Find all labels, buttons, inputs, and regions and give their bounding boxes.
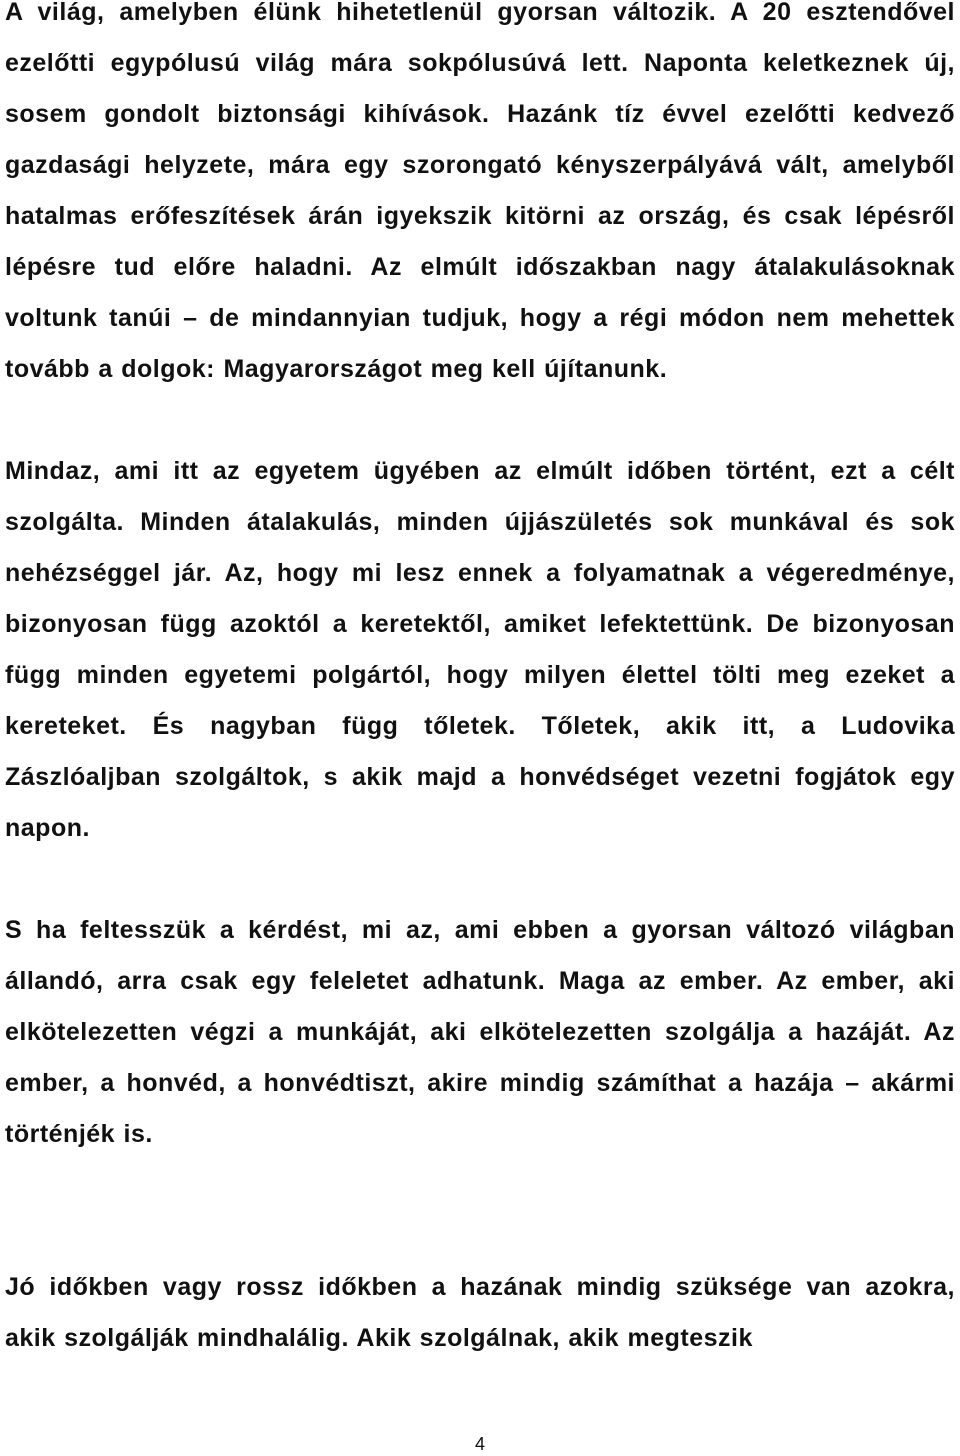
document-page [5, 0, 955, 1364]
paragraph-1: A világ, amelyben élünk hihetetlenül gyorsan változik. A 20 esztendővel ezelőtti egypólusú világ mára sokpólusúvá lett. Naponta keletkeznek új, sosem gondolt biztonsági kihívások. Hazánk tíz évvel ezelőtti kedvező gazdasági helyzete, mára egy szorongató kényszerpályává vált, amelyből hatalmas erőfeszítések árán igyekszik kitörni az ország, és csak lépésről lépésre tud előre haladni. Az elmúlt időszakban nagy átalakulásoknak voltunk tanúi – de mindannyian tudjuk, hogy a régi módon nem mehettek tovább a dolgok: Magyarországot meg kell újítanunk. [5, 0, 955, 383]
paragraph-spacer [5, 1160, 955, 1262]
page-number: 4 [474, 1434, 485, 1454]
paragraph-3: S ha feltesszük a kérdést, mi az, ami ebben a gyorsan változó világban állandó, arra csak egy feleletet adhatunk. Maga az ember. Az ember, aki elkötelezetten végzi a munkáját, aki elkötelezetten szolgálja a hazáját. Az ember, a honvéd, a honvédtiszt, akire mindig számíthat a hazája – akármi történjék is. [5, 916, 955, 1148]
paragraph-2: Mindaz, ami itt az egyetem ügyében az elmúlt időben történt, ezt a célt szolgálta. Minden átalakulás, minden újjászületés sok munkával és sok nehézséggel jár. Az, hogy mi lesz ennek a folyamatnak a végeredménye, bizonyosan függ azoktól a keretektől, amiket lefektettünk. De bizonyosan függ minden egyetemi polgártól, hogy milyen élettel tölti meg ezeket a kereteket. És nagyban függ tőletek. Tőletek, akik itt, a Ludovika Zászlóaljban szolgáltok, s akik majd a honvédséget vezetni fogjátok egy napon. [5, 457, 955, 842]
paragraph-spacer [5, 854, 955, 905]
paragraph-4: Jó időkben vagy rossz időkben a hazának mindig szüksége van azokra, akik szolgálják mindhalálig. Akik szolgálnak, akik megteszik [5, 1273, 955, 1352]
paragraph-spacer [5, 395, 955, 446]
